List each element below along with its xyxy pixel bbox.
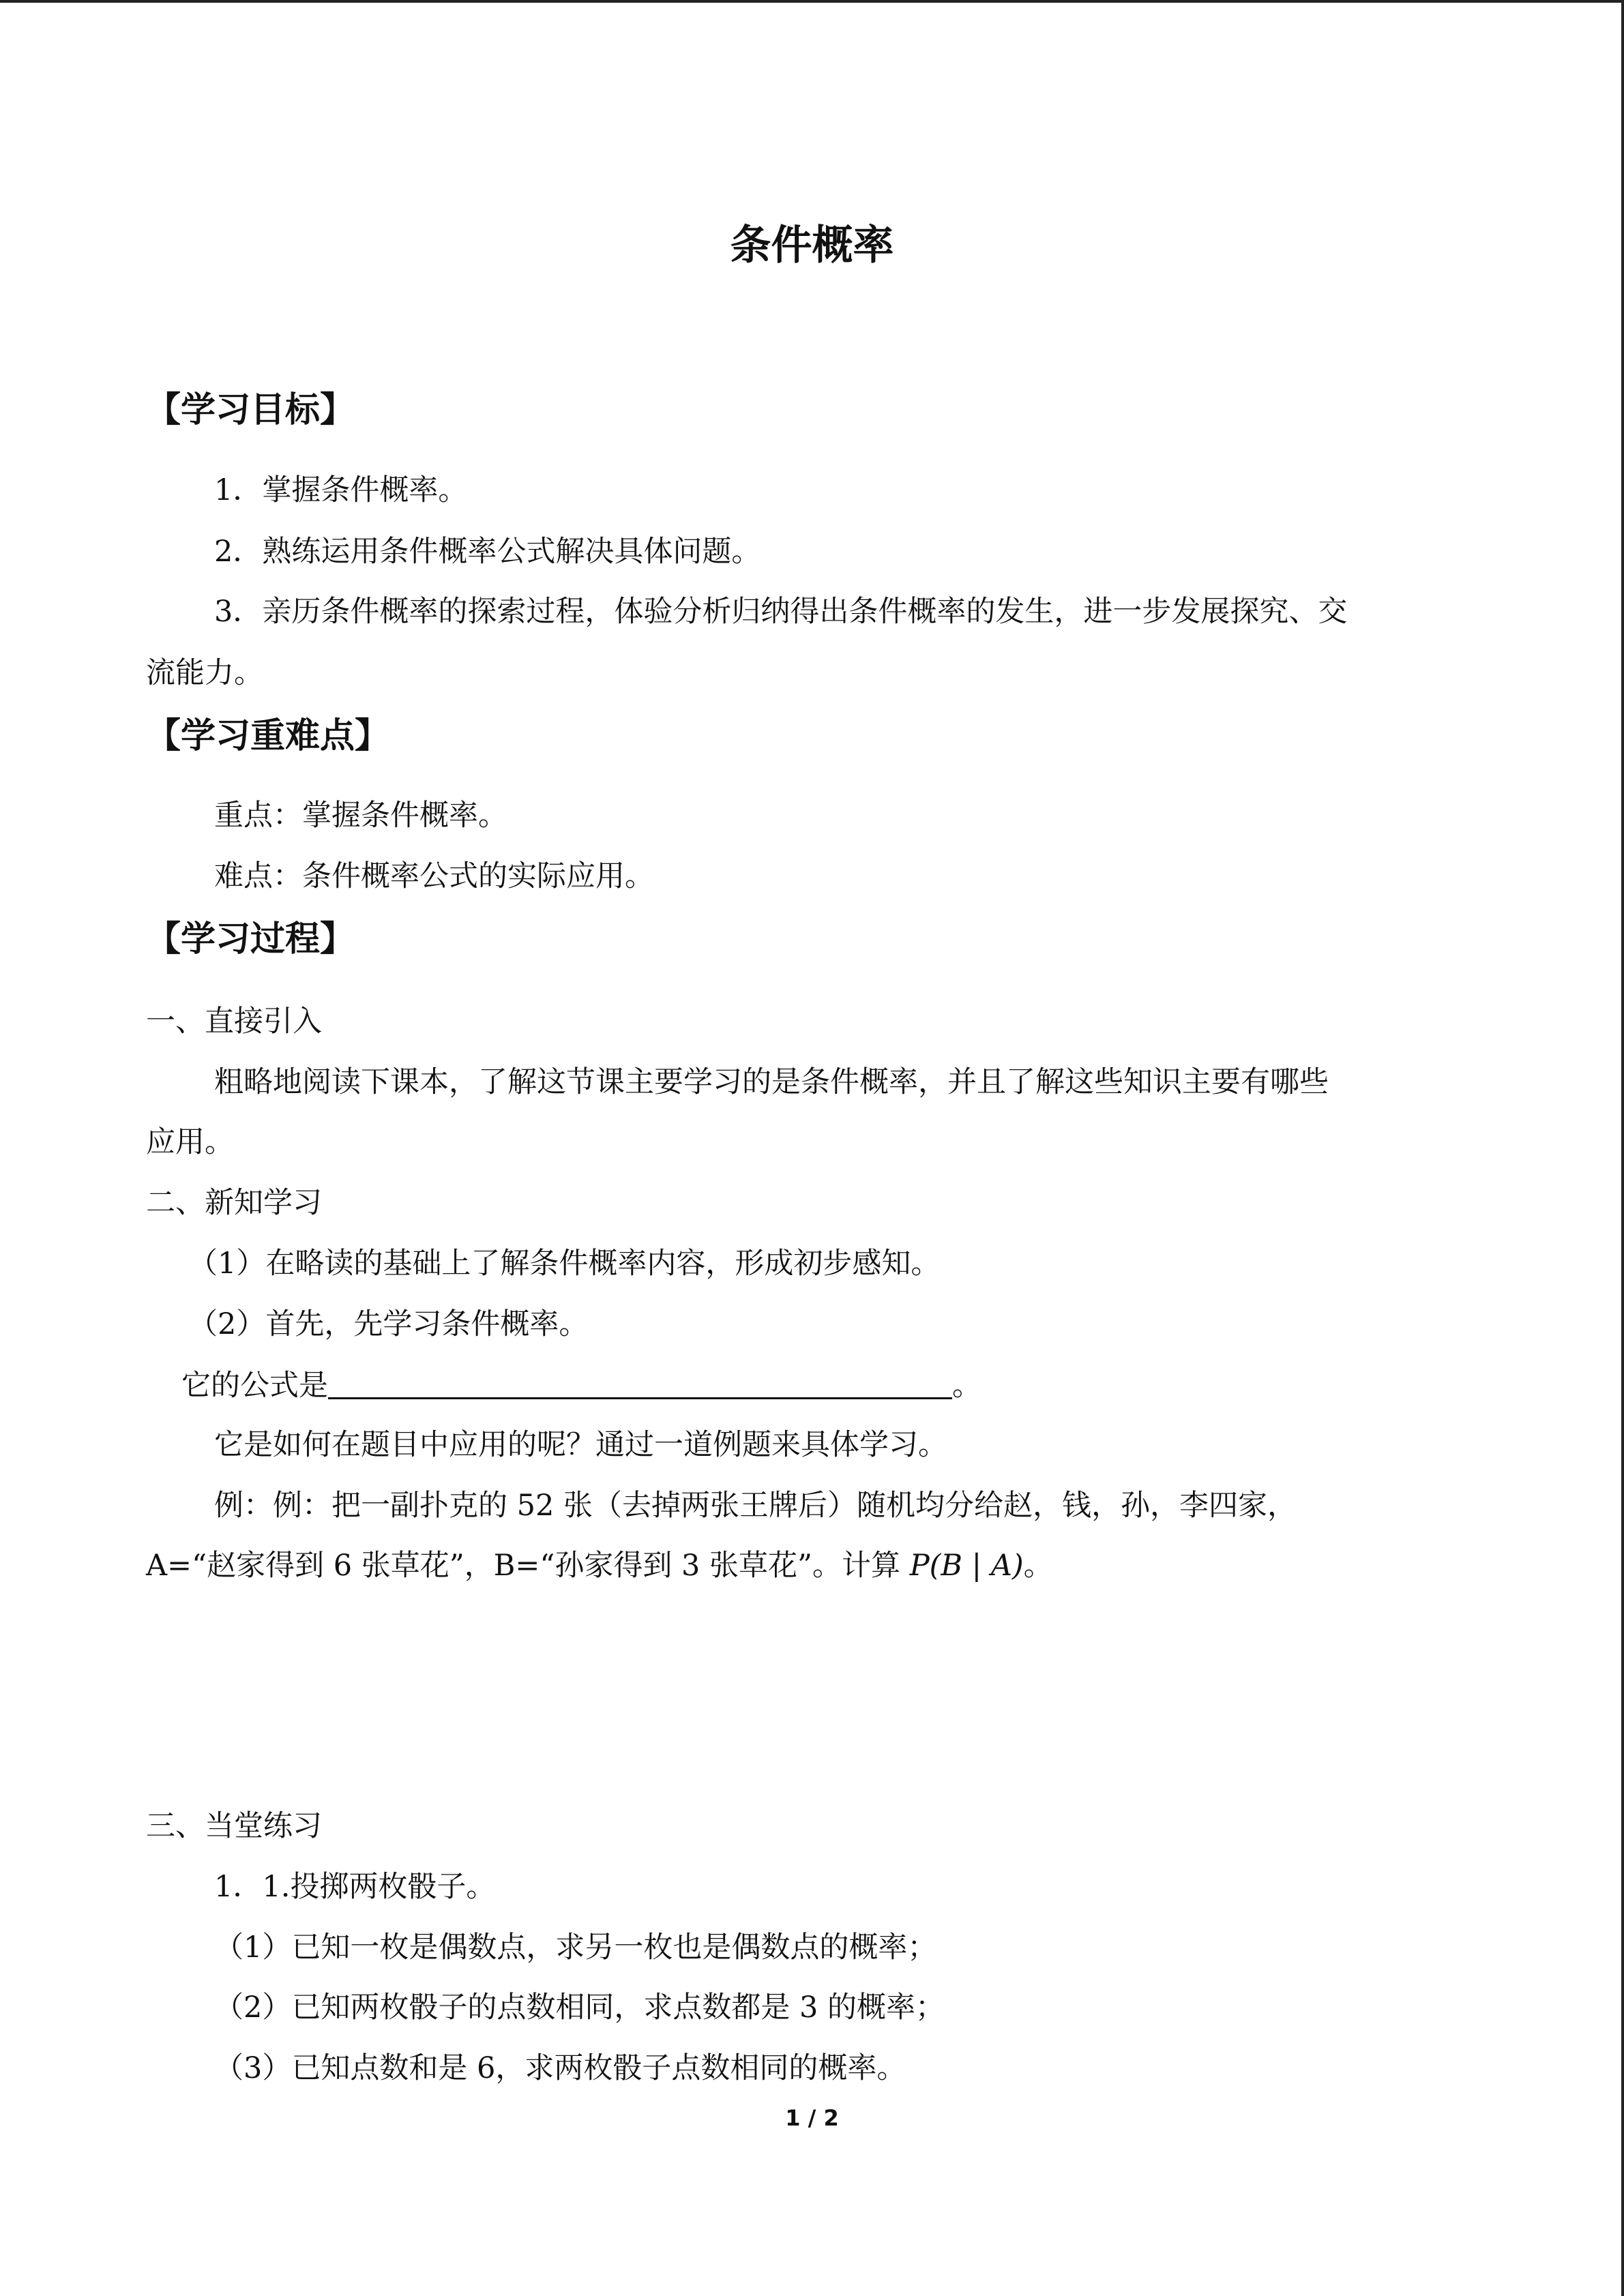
part1-text-line2: 应用。 xyxy=(146,1125,234,1159)
example-line2 xyxy=(146,1551,1053,1581)
exercise-q2: （2）已知两枚骰子的点数相同，求点数都是 3 的概率； xyxy=(214,1991,945,2025)
exercise-title: 1．1.投掷两枚骰子。 xyxy=(214,1870,496,1904)
part2-step2: （2）首先，先学习条件概率。 xyxy=(188,1307,589,1341)
formula-blank[interactable] xyxy=(328,1370,952,1399)
application-question: 它是如何在题目中应用的呢？通过一道例题来具体学习。 xyxy=(214,1428,947,1462)
difficulty-point: 难点：条件概率公式的实际应用。 xyxy=(214,859,654,893)
example-line2-end: 。 xyxy=(1023,1549,1053,1583)
part1-title: 一、直接引入 xyxy=(146,1004,322,1039)
page-title: 条件概率 xyxy=(730,222,894,269)
process-heading: 【学习过程】 xyxy=(146,919,355,959)
objectives-heading: 【学习目标】 xyxy=(146,390,355,430)
example-line2-text: A=“赵家得到 6 张草花”，B=“孙家得到 3 张草花”。计算 xyxy=(146,1549,910,1583)
formula-suffix: 。 xyxy=(952,1369,981,1403)
objective-item-1: 1．掌握条件概率。 xyxy=(214,473,468,507)
part2-title: 二、新知学习 xyxy=(146,1186,322,1220)
part2-step1: （1）在略读的基础上了解条件概率内容，形成初步感知。 xyxy=(188,1247,941,1281)
focus-point: 重点：掌握条件概率。 xyxy=(214,799,507,833)
key-points-heading: 【学习重难点】 xyxy=(146,716,390,756)
part1-text-line1: 粗略地阅读下课本，了解这节课主要学习的是条件概率，并且了解这些知识主要有哪些 xyxy=(214,1065,1329,1099)
example-line1: 例：例：把一副扑克的 52 张（去掉两张王牌后）随机均分给赵，钱，孙，李四家， xyxy=(214,1489,1297,1523)
objective-item-2: 2．熟练运用条件概率公式解决具体问题。 xyxy=(214,535,761,569)
exercise-q3: （3）已知点数和是 6，求两枚骰子点数相同的概率。 xyxy=(214,2051,906,2085)
formula-line xyxy=(181,1370,981,1401)
objective-item-3-continued: 流能力。 xyxy=(146,656,263,690)
part3-title: 三、当堂练习 xyxy=(146,1809,322,1843)
exercise-q1: （1）已知一枚是偶数点，求另一枚也是偶数点的概率； xyxy=(214,1930,937,1965)
example-probability-expression: P(B | A) xyxy=(909,1549,1024,1583)
formula-prefix: 它的公式是 xyxy=(181,1369,328,1403)
page-number: 1 / 2 xyxy=(785,2105,839,2131)
objective-item-3: 3．亲历条件概率的探索过程，体验分析归纳得出条件概率的发生，进一步发展探究、交 xyxy=(214,595,1348,629)
